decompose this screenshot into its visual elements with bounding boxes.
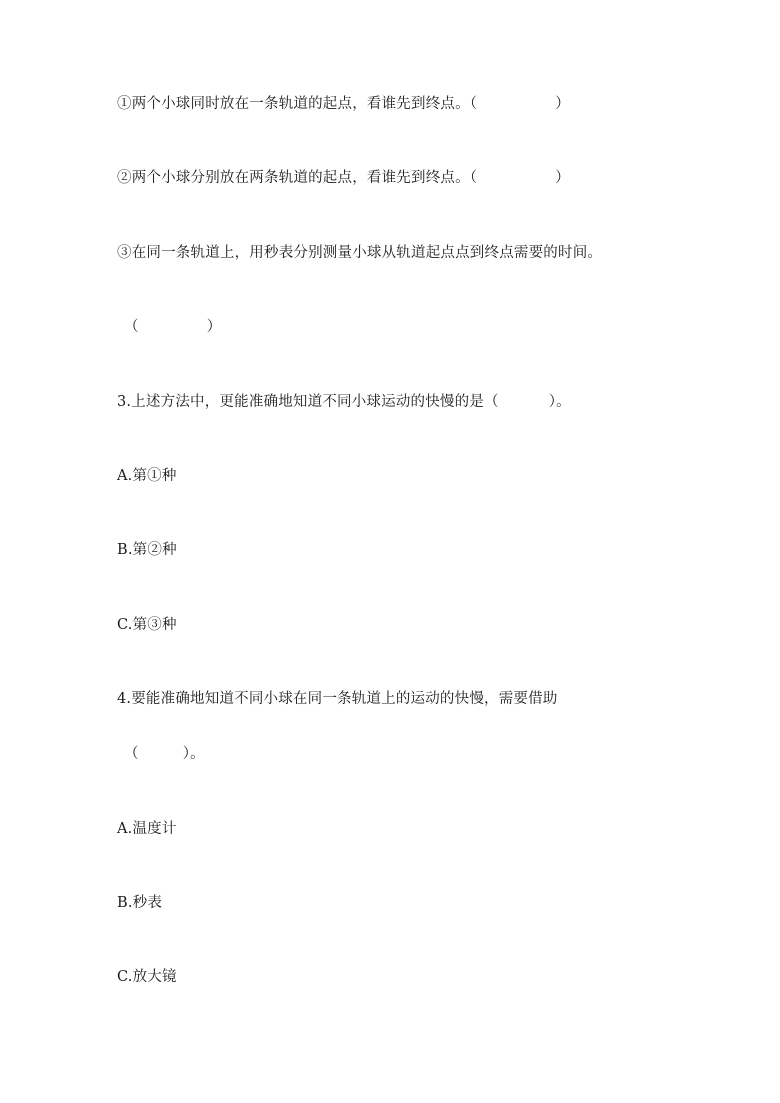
- method-item-3-open: （: [124, 319, 139, 335]
- method-item-2: [117, 168, 570, 188]
- question-3-stem: [117, 392, 571, 412]
- method-item-3: [117, 243, 602, 263]
- question-4-answer: [124, 744, 205, 764]
- method-item-1-close: ）: [555, 96, 570, 112]
- question-4-option-b[interactable]: B.秒表: [117, 895, 163, 911]
- method-item-1-text: ①两个小球同时放在一条轨道的起点，看谁先到终点。（: [117, 96, 478, 112]
- question-3-option-b[interactable]: B.第②种: [117, 542, 177, 558]
- question-4-stem: 4.要能准确地知道不同小球在同一条轨道上的运动的快慢，需要借助: [117, 691, 558, 707]
- question-3-option-c[interactable]: C.第③种: [117, 617, 177, 633]
- question-3-option-a[interactable]: A.第①种: [117, 468, 177, 484]
- question-4-option-c[interactable]: C.放大镜: [117, 969, 177, 985]
- question-4-close: ）。: [182, 746, 205, 762]
- question-4-open: （: [124, 746, 139, 762]
- method-item-1: [117, 94, 570, 114]
- method-item-3-text: ③在同一条轨道上，用秒表分别测量小球从轨道起点点到终点需要的时间。: [117, 245, 603, 261]
- method-item-2-text: ②两个小球分别放在两条轨道的起点，看谁先到终点。（: [117, 170, 478, 186]
- method-item-3-close: ）: [206, 319, 222, 335]
- method-item-3-answer: [124, 317, 221, 337]
- method-item-2-close: ）: [555, 170, 570, 186]
- question-4-option-a[interactable]: A.温度计: [117, 821, 177, 837]
- question-3-close: ）。: [548, 394, 571, 410]
- question-3-text: 3.上述方法中，更能准确地知道不同小球运动的快慢的是（: [117, 394, 499, 410]
